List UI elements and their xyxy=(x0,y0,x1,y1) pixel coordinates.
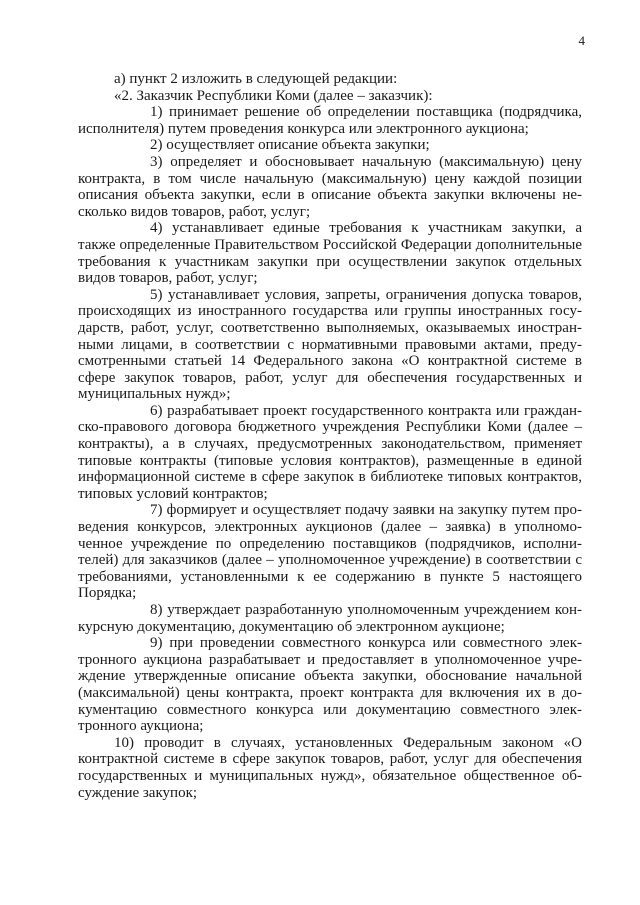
item-text: устанавливает единые требования к участникам закупки, а также определенные Правительством Российской Федерации дополнительные требования к участникам закупки при осуществлении закупок отдельных видов товаров, работ, услуг; xyxy=(78,220,582,287)
page-number: 4 xyxy=(578,33,585,48)
paragraph-text: «2. Заказчик Республики Коми (далее – заказчик): xyxy=(114,87,433,104)
item-number: 2) xyxy=(150,137,163,154)
list-item-1 xyxy=(78,104,582,137)
item-number: 7) xyxy=(150,502,163,519)
item-text: осуществляет описание объекта закупки; xyxy=(166,137,430,154)
item-text: утверждает разработанную уполномоченным учреждением конкурсную документацию, документацию об электронном аукционе; xyxy=(78,602,582,635)
paragraph-intro xyxy=(78,71,582,88)
paragraph-heading xyxy=(78,88,582,105)
item-number: 5) xyxy=(150,286,163,303)
list-item-4 xyxy=(78,220,582,286)
item-text: разрабатывает проект государственного контракта или гражданско-правового договора бюджетного учреждения Республики Коми (далее – контракты), а в случаях, предусмотренных законодательством, применяет типовые контракты (типовые условия контрактов), размещенные в единой информационной системе в сфере закупок в библиотеке типовых контрактов, типовых условий контрактов; xyxy=(78,402,583,502)
item-text: проводит в случаях, установленных Федеральным законом «О контрактной системе в сфере закупок товаров, работ, услуг для обеспечения государственных и муниципальных нужд», обязательное общественное обсуждение закупок; xyxy=(78,734,582,801)
item-number: 8) xyxy=(150,602,163,618)
item-number: 10) xyxy=(114,734,134,751)
item-number: 1) xyxy=(150,104,163,121)
list-item-7 xyxy=(78,502,582,602)
item-text: формирует и осуществляет подачу заявки на закупку путем проведения конкурсов, электронных аукционов (далее – заявка) в уполномоченное учреждение по определению поставщиков (подрядчиков, исполнителей) для заказчиков (далее – уполномоченное учреждение) в соответствии с требованиями, установленными к ее содержанию в пункте 5 настоящего Порядка; xyxy=(78,502,582,602)
item-number: 4) xyxy=(150,220,163,237)
item-text: устанавливает условия, запреты, ограничения допуска товаров, происходящих из иностранного государства или группы иностранных государств, работ, услуг, соответственно выполняемых, оказываемых иностранными лицами, в соответствии с нормативными правовыми актами, предусмотренными статьей 14 Федерального закона «О контрактной системе в сфере закупок товаров, работ, услуг для обеспечения государственных и муниципальных нужд»; xyxy=(78,286,582,403)
item-number: 6) xyxy=(150,402,163,419)
item-text: определяет и обосновывает начальную (максимальную) цену контракта, в том числе начальную (максимальную) цену каждой позиции описания объекта закупки, если в описание объекта закупки включены несколько видов товаров, работ, услуг; xyxy=(78,153,583,220)
list-item-6 xyxy=(78,403,582,503)
list-item-9 xyxy=(78,635,582,735)
paragraph-text: а) пункт 2 изложить в следующей редакции: xyxy=(114,71,398,87)
document-body xyxy=(78,71,582,801)
list-item-2 xyxy=(78,137,582,154)
list-item-3 xyxy=(78,154,582,220)
item-text: принимает решение об определении поставщика (подрядчика, исполнителя) путем проведения конкурса или электронного аукциона; xyxy=(78,104,582,137)
item-text: при проведении совместного конкурса или совместного электронного аукциона разрабатывает и предоставляет в уполномоченное учреждение утвержденные описание объекта закупки, обоснование начальной (максимальной) цены контракта, проект контракта для включения их в документацию совместного конкурса или документацию совместного электронного аукциона; xyxy=(78,635,583,735)
item-number: 3) xyxy=(150,153,163,170)
list-item-8 xyxy=(78,602,582,635)
item-number: 9) xyxy=(150,635,163,652)
list-item-10 xyxy=(78,735,582,801)
list-item-5 xyxy=(78,287,582,403)
